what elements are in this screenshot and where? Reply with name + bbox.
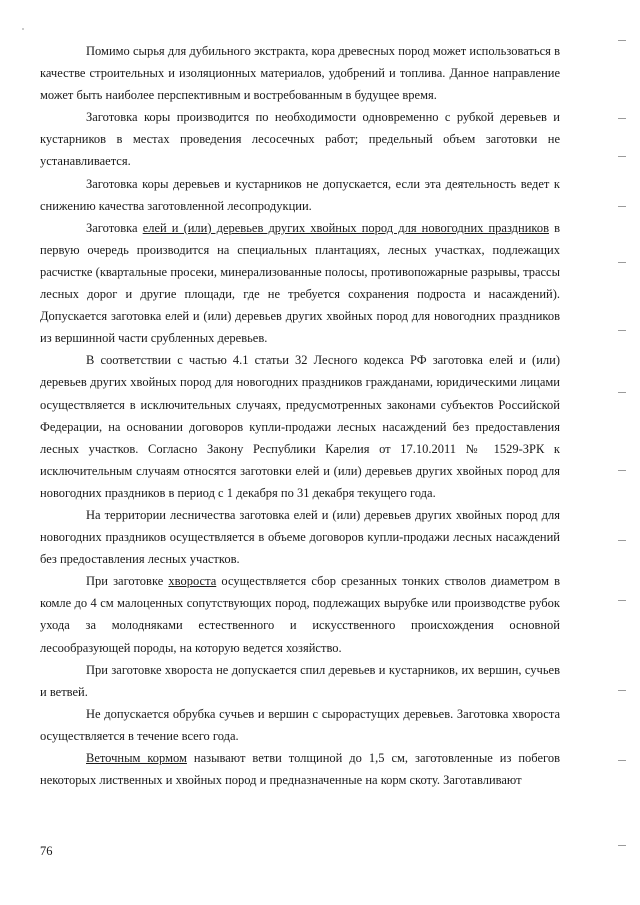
paragraph [40, 173, 560, 217]
text-segment: в первую очередь производится на специальных плантациях, лесных участках, подлежащих расчистке (квартальные просеки, минерализованные полосы, противопожарные разрывы, трассы лесных дорог и другие площади, где не требуется сохранения подроста и насаждений). Допускается заготовка елей и (или) деревьев других хвойных пород для новогодних праздников из вершинной части срубленных деревьев. [40, 220, 561, 346]
paragraph [40, 659, 560, 703]
underlined-term: елей и (или) деревьев других хвойных пород для новогодних праздников [142, 220, 550, 235]
scan-speck [22, 28, 24, 30]
text-segment: Заготовка коры деревьев и кустарников не допускается, если эта деятельность ведет к снижению качества заготовленной лесопродукции. [40, 176, 560, 213]
text-segment: При заготовке хвороста не допускается спил деревьев и кустарников, их вершин, сучьев и ветвей. [40, 662, 560, 699]
text-segment: При заготовке [86, 574, 169, 589]
paragraph [40, 747, 560, 791]
underlined-term: хвороста [168, 574, 217, 589]
text-segment: Заготовка коры производится по необходимости одновременно с рубкой деревьев и кустарников в местах проведения лесосечных работ; предельный объем заготовки не устанавливается. [40, 110, 560, 169]
paragraph [40, 349, 560, 504]
body-text [40, 40, 560, 791]
paragraph [40, 217, 560, 350]
scan-margin-marks [614, 0, 634, 905]
paragraph [40, 570, 560, 658]
text-segment: называют ветви толщиной до 1,5 см, заготовленные из побегов некоторых лиственных и хвойных пород и предназначенные на корм скоту. Заготавливают [40, 751, 560, 788]
text-segment: Помимо сырья для дубильного экстракта, кора древесных пород может использоваться в качестве строительных и изоляционных материалов, удобрений и топлива. Данное направление может быть наиболее перспективным и востребованным в будущее время. [40, 44, 560, 103]
text-segment: На территории лесничества заготовка елей и (или) деревьев других хвойных пород для новогодних праздников осуществляется в объеме договоров купли-продажи лесных насаждений без предоставления лесных участков. [40, 507, 560, 567]
paragraph [40, 106, 560, 172]
paragraph [40, 40, 560, 106]
text-segment: Заготовка [86, 220, 143, 235]
paragraph [40, 504, 560, 570]
underlined-term: Веточным кормом [86, 751, 187, 765]
text-segment: Не допускается обрубка сучьев и вершин с сырорастущих деревьев. Заготовка хвороста осуществляется в течение всего года. [40, 706, 560, 743]
page-number: 76 [40, 844, 53, 858]
paragraph [40, 703, 560, 747]
text-segment: В соответствии с частью 4.1 статьи 32 Лесного кодекса РФ заготовка елей и (или) деревьев других хвойных пород для новогодних праздников гражданами, юридическими лицами осуществляется в исключительных случаях, предусмотренных законами субъектов Российской Федерации, на основании договоров купли-продажи лесных насаждений без предоставления лесных участков. Согласно Закону Республики Карелия от 17.10.2011 № 1529-ЗРК к исключительным случаям относятся заготовки елей и (или) деревьев других хвойных пород для новогодних праздников в период с 1 декабря по 31 декабря текущего года. [40, 353, 560, 500]
text-segment: осуществляется сбор срезанных тонких стволов диаметром в комле до 4 см малоценных сопутствующих пород, подлежащих вырубке или производстве рубок ухода за молодняками естественного и искусственного происхождения основной лесообразующей породы, на которую ведется хозяйство. [40, 574, 560, 655]
